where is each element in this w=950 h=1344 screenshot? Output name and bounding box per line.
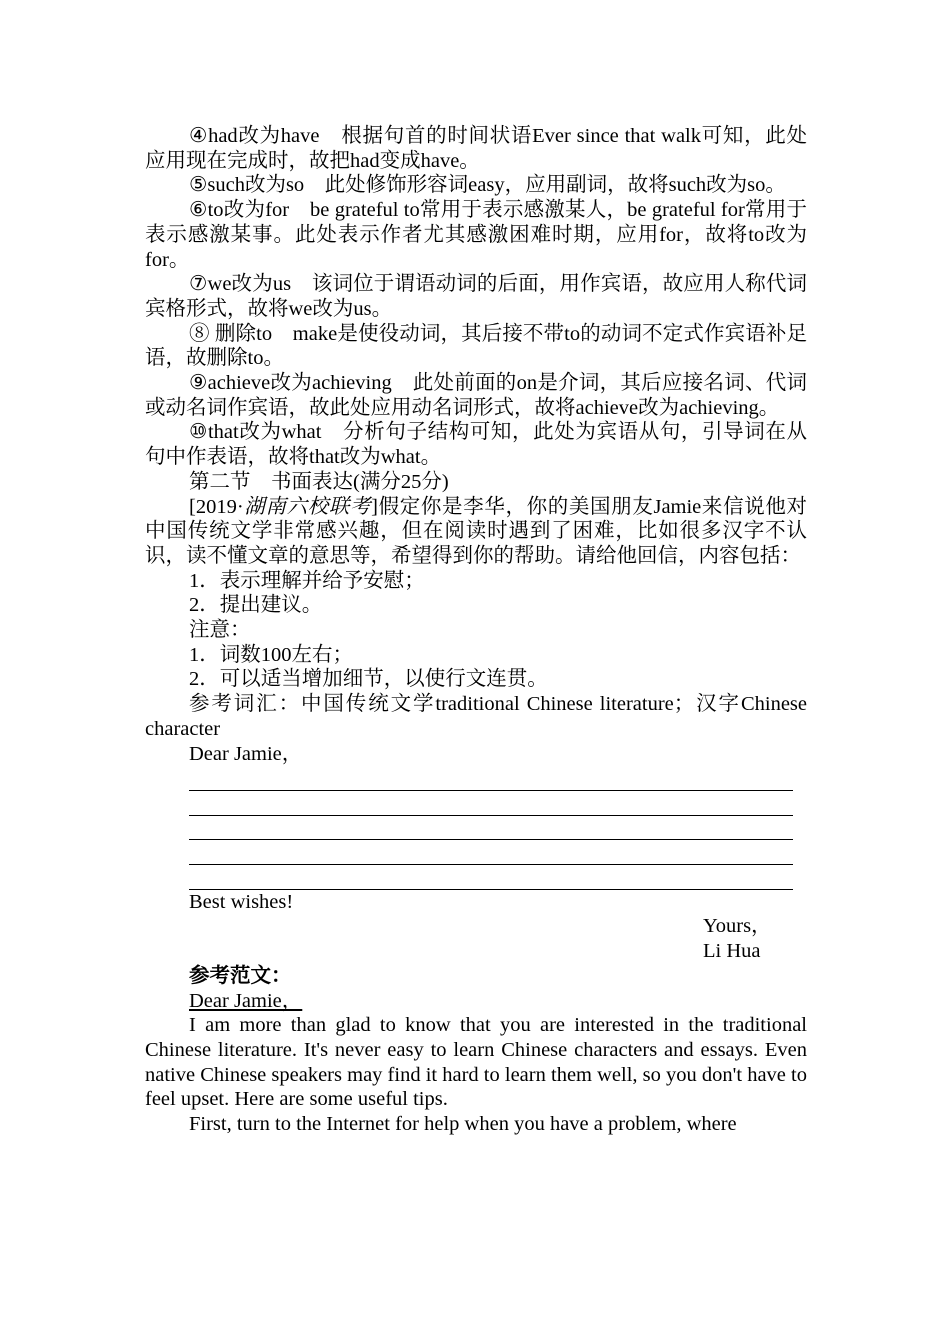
prompt-item: 1．表示理解并给予安慰；	[189, 569, 425, 592]
letter-name: Li Hua	[703, 940, 761, 963]
letter-closing: Best wishes!	[189, 890, 294, 913]
sample-paragraph: First, turn to the Internet for help when you have a problem, where	[189, 1113, 737, 1136]
answer-item: ⑧ 删除to make是使役动词，其后接不带to的动词不定式作宾语补足语，故删除to。	[145, 322, 807, 370]
answer-item: ④had改为have 根据句首的时间状语Ever since that walk可知，此处应用现在完成时，故把had变成have。	[145, 125, 807, 172]
answer-line	[189, 865, 793, 890]
section-heading: 第二节 书面表达(满分25分)	[189, 470, 449, 493]
prompt-open: [2019·	[189, 495, 244, 518]
answer-item: ⑤such改为so 此处修饰形容词easy，应用副词，故将such改为so。	[189, 174, 786, 197]
answer-item: ⑩that改为what 分析句子结构可知，此处为宾语从句，引导词在从句中作表语，故将that改为what。	[145, 421, 807, 469]
note-item: 2．可以适当增加细节，以使行文连贯。	[189, 668, 548, 691]
answer-line	[189, 766, 793, 791]
sample-paragraph: I am more than glad to know that you are interested in the traditional Chinese literature. It's never easy to learn Chinese characters and essays. Even native Chinese speakers may find it hard to learn them well, so you don't have to feel upset. Here are some useful tips.	[145, 1014, 807, 1111]
prompt-rest: ]假定你是李华，你的美国朋友Jamie来信说他对中国传统文学非常感兴趣，但在阅读时遇到了困难，比如很多汉字不认识，读不懂文章的意思等，希望得到你的帮助。请给他回信，内容包括：	[145, 495, 807, 567]
prompt-item: 2．提出建议。	[189, 594, 323, 617]
answer-line	[189, 791, 793, 816]
vocab-reference: 参考词汇：中国传统文学traditional Chinese literature；汉字Chinese character	[145, 693, 807, 740]
letter-salutation: Dear Jamie，	[189, 742, 303, 765]
writing-prompt	[145, 495, 807, 569]
answer-item: ⑥to改为for be grateful to常用于表示感激某人，be grateful for常用于表示感激某事。此处表示作者尤其感激困难时期，应用for，故将to改为for。	[145, 199, 807, 271]
prompt-source: 湖南六校联考	[243, 495, 372, 518]
note-label: 注意：	[189, 619, 251, 642]
answer-item: ⑦we改为us 该词位于谓语动词的后面，用作宾语，故应用人称代词宾格形式，故将we改为us。	[145, 273, 807, 320]
sample-label: 参考范文：	[189, 964, 292, 987]
letter-yours: Yours，	[703, 915, 772, 938]
note-item: 1．词数100左右；	[189, 643, 353, 666]
answer-item: ⑨achieve改为achieving 此处前面的on是介词，其后应接名词、代词或动名词作宾语，故此处应用动名词形式，故将achieve改为achieving。	[145, 372, 807, 419]
sample-salutation	[145, 989, 807, 1014]
sample-salutation-text: Dear Jamie，	[189, 989, 303, 1012]
answer-line	[189, 816, 793, 841]
answer-line	[189, 840, 793, 865]
page-content	[145, 124, 807, 1137]
